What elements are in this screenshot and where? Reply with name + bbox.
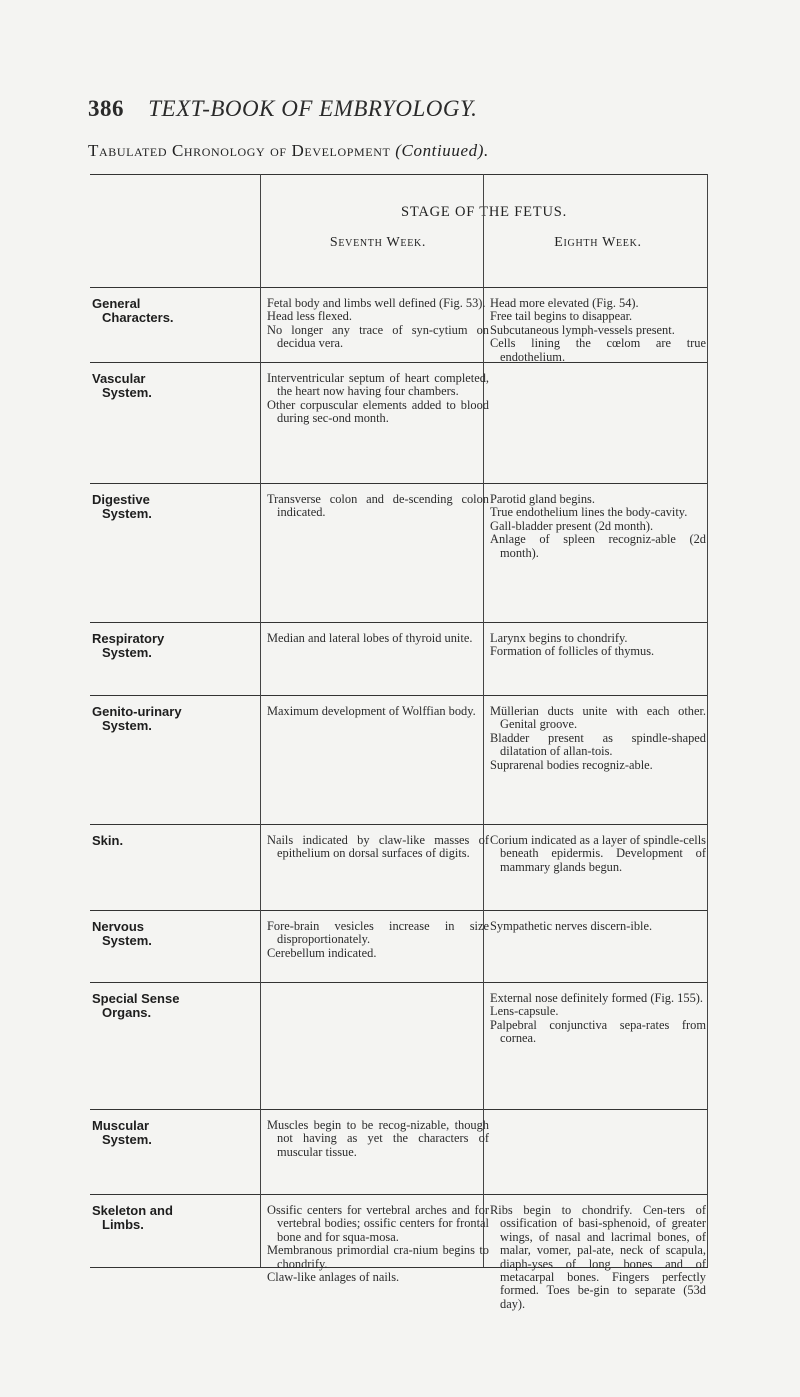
- eighth-week-cell: [490, 705, 706, 772]
- cell-entry: Anlage of spleen recogniz-able (2d month).: [490, 532, 706, 560]
- seventh-week-cell: [267, 493, 489, 520]
- row-divider: [90, 1194, 708, 1195]
- table-caption: [88, 141, 738, 161]
- row-divider: [90, 1109, 708, 1110]
- row-label: [92, 992, 252, 1020]
- eighth-week-cell: [490, 493, 706, 560]
- row-label-line-2: System.: [102, 385, 152, 400]
- seventh-week-cell: [267, 705, 489, 718]
- row-label-line-2: System.: [102, 506, 152, 521]
- row-label-line-1: Vascular: [92, 371, 146, 386]
- cell-entry: Fetal body and limbs well defined (Fig. 53).: [267, 296, 486, 310]
- row-divider: [90, 910, 708, 911]
- cell-entry: Formation of follicles of thymus.: [490, 644, 655, 659]
- row-label-line-1: Skeleton and: [92, 1203, 173, 1218]
- running-title: TEXT-BOOK OF EMBRYOLOGY.: [148, 96, 478, 121]
- row-label-line-2: System.: [102, 718, 152, 733]
- cell-entry: Larynx begins to chondrify.: [490, 631, 628, 645]
- cell-entry: External nose definitely formed (Fig. 155).: [490, 991, 703, 1005]
- cell-entry: Interventricular septum of heart completed, the heart now having four chambers.: [267, 371, 489, 399]
- row-label-line-1: Digestive: [92, 492, 150, 507]
- row-label-line-2: System.: [102, 933, 152, 948]
- row-label-line-1: Genito-urinary: [92, 704, 182, 719]
- eighth-week-cell: [490, 834, 706, 874]
- row-label-line-1: Muscular: [92, 1118, 150, 1133]
- cell-entry: Suprarenal bodies recogniz-able.: [490, 757, 653, 772]
- cell-entry: Median and lateral lobes of thyroid unite.: [267, 631, 473, 645]
- row-label: [92, 705, 252, 733]
- caption-continued: (Contiuued).: [395, 141, 489, 160]
- row-label: [92, 920, 252, 948]
- cell-entry: Palpebral conjunctiva sepa-rates from cornea.: [490, 1017, 706, 1046]
- row-label-line-2: Organs.: [102, 1005, 152, 1020]
- row-label: [92, 632, 252, 660]
- cell-entry: Maximum development of Wolffian body.: [267, 704, 476, 718]
- column-header-seventh-week: Seventh Week.: [329, 235, 427, 250]
- stage-heading: STAGE OF THE FETUS.: [400, 204, 568, 220]
- cell-entry: Subcutaneous lymph-vessels present.: [490, 322, 675, 337]
- seventh-week-cell: [267, 1204, 489, 1284]
- eighth-week-cell: [490, 1204, 706, 1311]
- row-divider: [90, 695, 708, 696]
- row-divider: [90, 824, 708, 825]
- cell-entry: Head less flexed.: [267, 309, 352, 324]
- cell-entry: Head more elevated (Fig. 54).: [490, 296, 639, 310]
- row-divider: [90, 287, 708, 288]
- page-number: 386: [88, 96, 124, 121]
- cell-entry: Membranous primordial cra-nium begins to chondrify.: [267, 1243, 489, 1271]
- cell-entry: Sympathetic nerves discern-ible.: [490, 919, 653, 933]
- cell-entry: Ribs begin to chondrify. Cen-ters of ossification of basi-sphenoid, of greater wings, of nasal and lacrimal bones, of malar, vomer, pal-ate, neck of scapula, diaph-yses of long bones and of metacarpal bones. Fingers perfectly formed. Toes be-gin to separate (53d day).: [490, 1203, 706, 1311]
- seventh-week-cell: [267, 297, 489, 351]
- table-right-edge: [707, 174, 708, 1267]
- cell-entry: Fore-brain vesicles increase in size disproportionately.: [267, 919, 489, 947]
- caption-text: Tabulated Chronology of Development: [88, 141, 391, 160]
- row-label-line-2: Characters.: [102, 310, 174, 325]
- row-label: [92, 493, 252, 521]
- cell-entry: Nails indicated by claw-like masses of epithelium on dorsal surfaces of digits.: [267, 833, 489, 861]
- cell-entry: Gall-bladder present (2d month).: [490, 518, 654, 533]
- cell-entry: Muscles begin to be recog-nizable, though not having as yet the characters of muscular tissue.: [267, 1118, 489, 1159]
- row-label: [92, 834, 252, 848]
- chronology-table: [90, 174, 708, 1311]
- table-top-rule: [90, 174, 708, 175]
- row-divider: [90, 622, 708, 623]
- cell-entry: Free tail begins to disappear.: [490, 309, 633, 324]
- seventh-week-cell: [267, 1119, 489, 1159]
- cell-entry: Cells lining the cœlom are true endothelium.: [490, 336, 706, 364]
- cell-entry: Transverse colon and de-scending colon indicated.: [267, 492, 489, 520]
- seventh-week-cell: [267, 372, 489, 426]
- row-divider: [90, 982, 708, 983]
- row-label: [92, 1204, 252, 1232]
- eighth-week-cell: [490, 632, 706, 659]
- row-label: [92, 372, 252, 400]
- row-label-line-1: Special Sense: [92, 991, 180, 1006]
- cell-entry: Lens-capsule.: [490, 1004, 559, 1019]
- eighth-week-cell: [490, 992, 706, 1046]
- eighth-week-cell: [490, 920, 706, 933]
- row-label-line-1: General: [92, 296, 141, 311]
- row-label: [92, 1119, 252, 1147]
- row-label-line-1: Skin.: [92, 833, 124, 848]
- cell-entry: Claw-like anlages of nails.: [267, 1270, 400, 1285]
- seventh-week-cell: [267, 920, 489, 960]
- row-label: [92, 297, 252, 325]
- column-divider-1: [260, 174, 261, 1267]
- seventh-week-cell: [267, 834, 489, 861]
- row-label-line-1: Respiratory: [92, 631, 165, 646]
- cell-entry: Müllerian ducts unite with each other. Genital groove.: [490, 704, 706, 732]
- row-label-line-2: Limbs.: [102, 1217, 144, 1232]
- cell-entry: Ossific centers for vertebral arches and for vertebral bodies; ossific centers for frontal bone and for squa-mosa.: [267, 1203, 489, 1244]
- row-label-line-1: Nervous: [92, 919, 145, 934]
- cell-entry: Parotid gland begins.: [490, 492, 595, 506]
- cell-entry: No longer any trace of syn-cytium on decidua vera.: [267, 322, 489, 351]
- cell-entry: Bladder present as spindle-shaped dilatation of allan-tois.: [490, 730, 706, 759]
- row-label-line-2: System.: [102, 645, 152, 660]
- cell-entry: Cerebellum indicated.: [267, 945, 377, 960]
- row-divider: [90, 483, 708, 484]
- column-header-eighth-week: Eighth Week.: [554, 235, 642, 250]
- eighth-week-cell: [490, 297, 706, 364]
- cell-entry: True endothelium lines the body-cavity.: [490, 505, 688, 520]
- seventh-week-cell: [267, 632, 489, 645]
- cell-entry: Corium indicated as a layer of spindle-cells beneath epidermis. Development of mammary glands begun.: [490, 833, 706, 874]
- cell-entry: Other corpuscular elements added to blood during sec-ond month.: [267, 397, 489, 426]
- row-label-line-2: System.: [102, 1132, 152, 1147]
- running-head: [88, 96, 740, 122]
